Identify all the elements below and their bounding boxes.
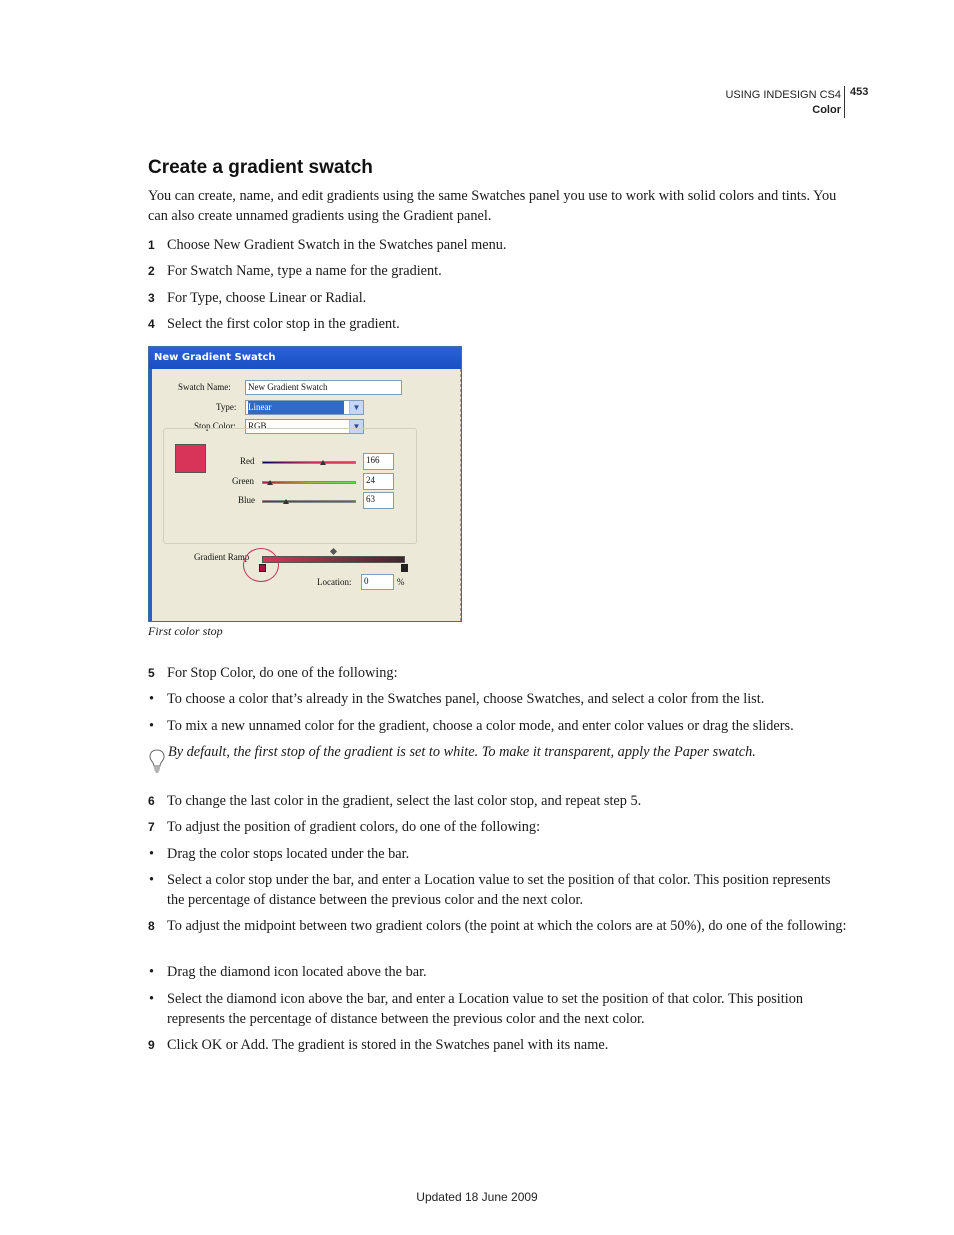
step-text: For Stop Color, do one of the following: xyxy=(167,665,398,681)
location-label: Location: xyxy=(317,577,352,587)
red-label: Red xyxy=(240,456,255,466)
type-select[interactable] xyxy=(245,400,364,415)
stop-color-selected-value: RGB xyxy=(248,421,267,431)
step-number: 8 xyxy=(148,919,155,933)
bullet-mark: • xyxy=(149,691,155,707)
lightbulb-tip-icon xyxy=(147,748,167,774)
step-number: 5 xyxy=(148,666,155,680)
red-value-field[interactable]: 166 xyxy=(363,453,394,470)
dialog-title: New Gradient Swatch xyxy=(149,347,461,369)
bullet-text: Drag the color stops located under the bar. xyxy=(167,846,410,862)
bullet-text: To choose a color that’s already in the Swatches panel, choose Swatches, and select a color from the list. xyxy=(167,691,765,707)
step-text: For Type, choose Linear or Radial. xyxy=(167,290,367,306)
bullet-mark: • xyxy=(149,872,155,888)
stop-color-label: Stop Color: xyxy=(194,421,236,431)
step-number: 4 xyxy=(148,317,155,331)
color-preview-swatch xyxy=(175,444,206,473)
step-number: 6 xyxy=(148,794,155,808)
running-header xyxy=(725,88,841,118)
step-text: To adjust the midpoint between two gradient colors (the point at which the colors are at 50%), do one of the following: xyxy=(167,918,847,934)
swatch-name-label: Swatch Name: xyxy=(178,382,231,392)
dialog-left-border xyxy=(149,369,152,621)
intro-paragraph: You can create, name, and edit gradients using the same Swatches panel you use to work with solid colors and tints. You can also create unnamed gradients using the Gradient panel. xyxy=(148,188,837,224)
bullet-text: To mix a new unnamed color for the gradient, choose a color mode, and enter color values or drag the sliders. xyxy=(167,718,794,734)
location-field[interactable]: 0 xyxy=(361,574,394,590)
page-number: 453 xyxy=(850,86,869,98)
green-slider-thumb[interactable] xyxy=(267,480,273,485)
green-label: Green xyxy=(232,476,254,486)
red-slider[interactable] xyxy=(262,461,356,464)
bullet-text: Select the diamond icon above the bar, and enter a Location value to set the position of that color. This position represents the percentage of distance between the previous color and the next color. xyxy=(167,991,804,1027)
type-label: Type: xyxy=(216,402,237,412)
bullet-mark: • xyxy=(149,846,155,862)
bullet-mark: • xyxy=(149,964,155,980)
gradient-ramp-bar[interactable] xyxy=(262,556,405,563)
highlight-circle xyxy=(243,548,279,582)
tip-text: By default, the first stop of the gradient is set to white. To make it transparent, apply the Paper swatch. xyxy=(168,744,756,760)
bullet-mark: • xyxy=(149,718,155,734)
bullet-mark: • xyxy=(149,991,155,1007)
blue-value-field[interactable]: 63 xyxy=(363,492,394,509)
step-text: Choose New Gradient Swatch in the Swatches panel menu. xyxy=(167,237,507,253)
chevron-down-icon[interactable]: ▼ xyxy=(349,401,363,414)
step-text: For Swatch Name, type a name for the gradient. xyxy=(167,263,442,279)
page-footer: Updated 18 June 2009 xyxy=(416,1190,538,1204)
blue-slider-thumb[interactable] xyxy=(283,499,289,504)
red-slider-thumb[interactable] xyxy=(320,460,326,465)
step-number: 3 xyxy=(148,291,155,305)
step-number: 9 xyxy=(148,1038,155,1052)
location-unit: % xyxy=(397,577,405,587)
green-slider[interactable] xyxy=(262,481,356,484)
green-value-field[interactable]: 24 xyxy=(363,473,394,490)
page-title: Create a gradient swatch xyxy=(148,157,373,178)
swatch-name-field[interactable]: New Gradient Swatch xyxy=(245,380,402,395)
step-number: 7 xyxy=(148,820,155,834)
step-number: 2 xyxy=(148,264,155,278)
book-title: USING INDESIGN CS4 xyxy=(725,89,841,101)
header-divider xyxy=(844,86,845,118)
dialog-right-border xyxy=(460,369,461,621)
type-selected-value: Linear xyxy=(248,401,344,414)
step-text: Click OK or Add. The gradient is stored in the Swatches panel with its name. xyxy=(167,1037,609,1053)
step-number: 1 xyxy=(148,238,155,252)
gradient-ramp-label: Gradient Ramp xyxy=(194,552,250,562)
step-text: To change the last color in the gradient, select the last color stop, and repeat step 5. xyxy=(167,793,642,809)
bullet-text: Select a color stop under the bar, and enter a Location value to set the position of that color. This position represents the percentage of distance between the previous color and the next color. xyxy=(167,872,831,908)
step-text: To adjust the position of gradient colors, do one of the following: xyxy=(167,819,541,835)
bullet-text: Drag the diamond icon located above the bar. xyxy=(167,964,427,980)
blue-slider[interactable] xyxy=(262,500,356,503)
last-color-stop[interactable] xyxy=(401,564,408,572)
step-text: Select the first color stop in the gradient. xyxy=(167,316,400,332)
blue-label: Blue xyxy=(238,495,255,505)
section-title: Color xyxy=(812,104,841,116)
chevron-down-icon[interactable]: ▼ xyxy=(349,420,363,433)
figure-caption: First color stop xyxy=(148,624,223,638)
